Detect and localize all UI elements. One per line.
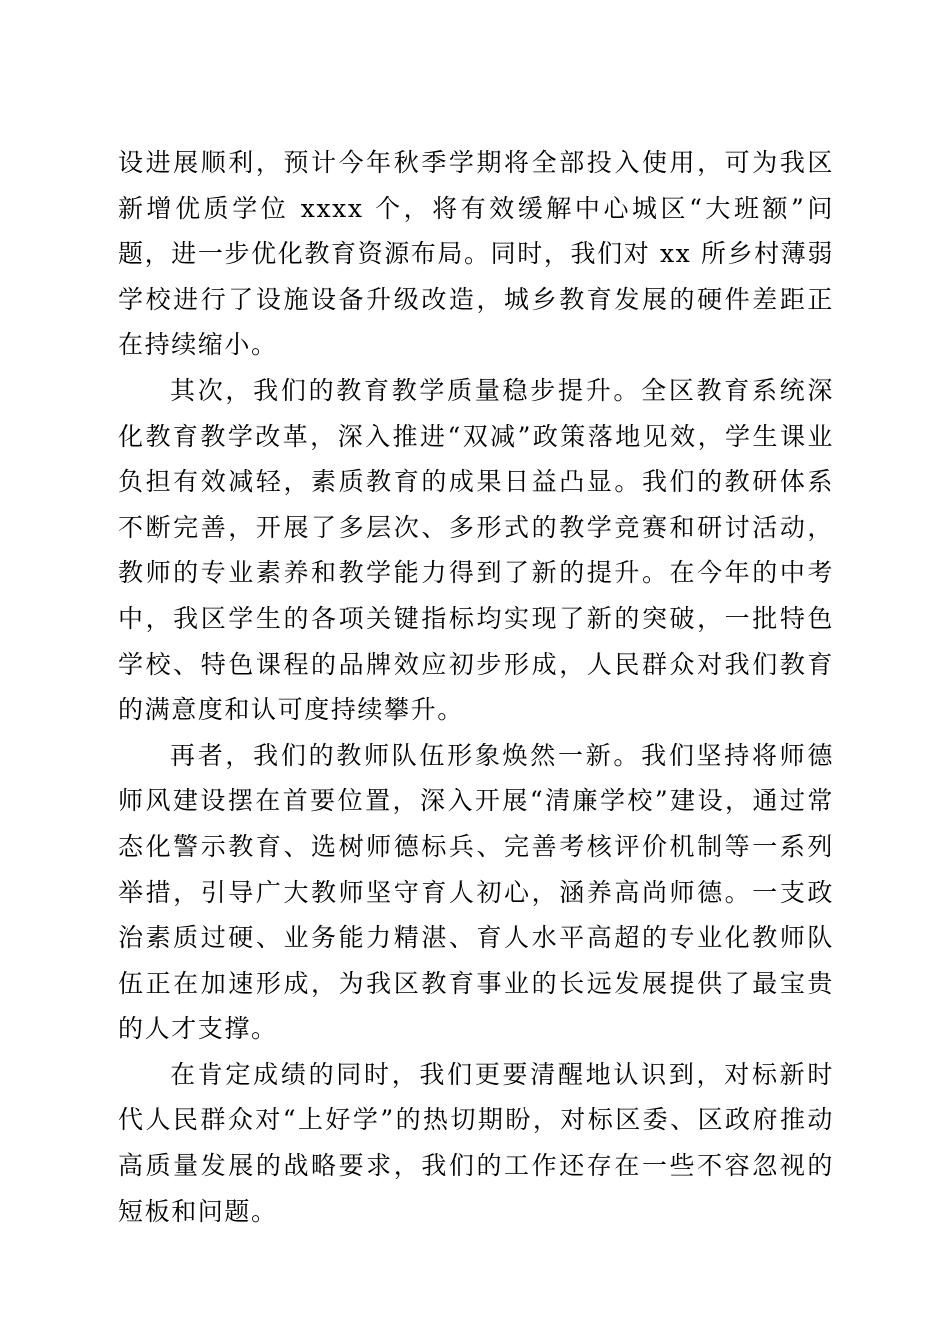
paragraph-continuation: 设进展顺利，预计今年秋季学期将全部投入使用，可为我区新增优质学位 xxxx 个，将有效缓解中心城区“大班额”问题，进一步优化教育资源布局。同时，我们对 xx 所乡村薄弱学校进行了设施设备升级改造，城乡教育发展的硬件差距正在持续缩小。 bbox=[118, 148, 834, 360]
document-body bbox=[118, 140, 834, 1234]
paragraph-shortcomings: 在肯定成绩的同时，我们更要清醒地认识到，对标新时代人民群众对“上好学”的热切期盼，对标区委、区政府推动高质量发展的战略要求，我们的工作还存在一些不容忽视的短板和问题。 bbox=[118, 1059, 834, 1226]
paragraph-teaching-quality: 其次，我们的教育教学质量稳步提升。全区教育系统深化教育教学改革，深入推进“双减”政策落地见效，学生课业负担有效减轻，素质教育的成果日益凸显。我们的教研体系不断完善，开展了多层次、多形式的教学竞赛和研讨活动，教师的专业素养和教学能力得到了新的提升。在今年的中考中，我区学生的各项关键指标均实现了新的突破，一批特色学校、特色课程的品牌效应初步形成，人民群众对我们教育的满意度和认可度持续攀升。 bbox=[118, 375, 834, 725]
paragraph-teacher-team: 再者，我们的教师队伍形象焕然一新。我们坚持将师德师风建设摆在首要位置，深入开展“清廉学校”建设，通过常态化警示教育、选树师德标兵、完善考核评价机制等一系列举措，引导广大教师坚守育人初心，涵养高尚师德。一支政治素质过硬、业务能力精湛、育人水平高超的专业化教师队伍正在加速形成，为我区教育事业的长远发展提供了最宝贵的人才支撑。 bbox=[118, 740, 834, 1044]
